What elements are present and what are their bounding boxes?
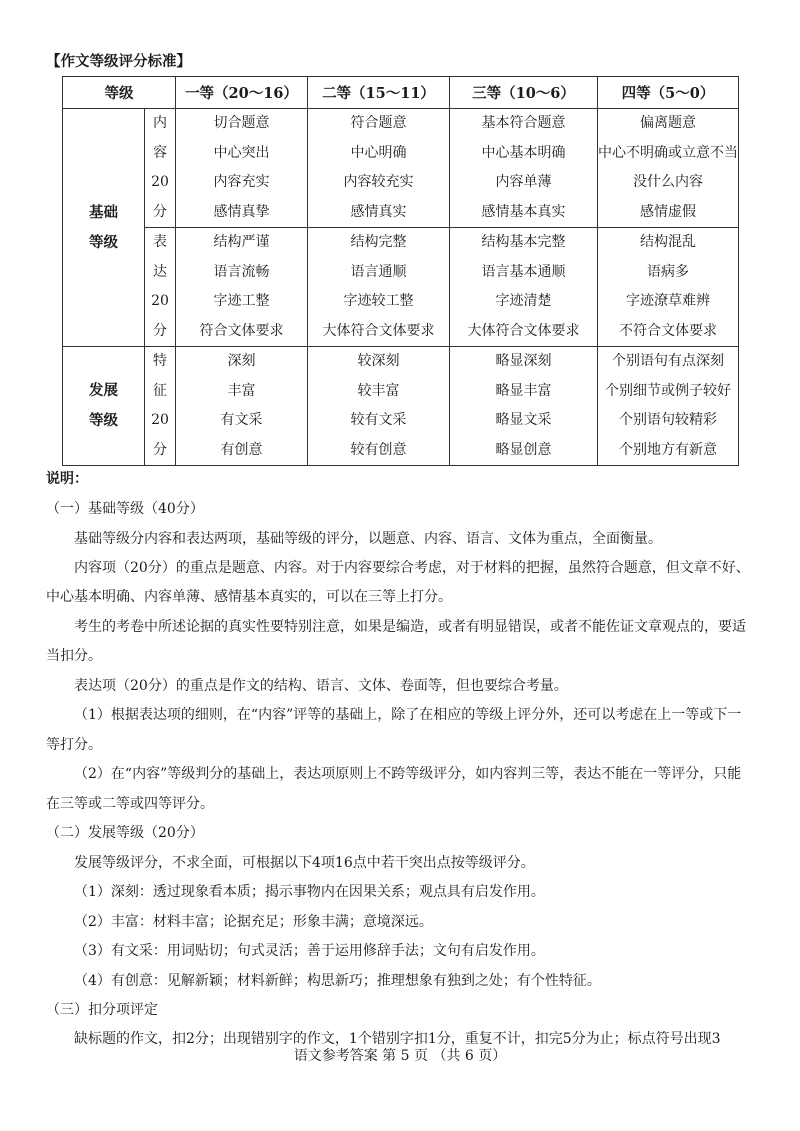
table-cell: [176, 109, 308, 228]
cell-line: 感情真挚: [213, 203, 270, 220]
header-third: 三等（10～6）: [450, 77, 598, 109]
cell-line: 符合题意: [350, 115, 407, 131]
sub-label-char: 容: [153, 144, 167, 161]
paragraph: 表达项（20分）的重点是作文的结构、语言、文体、卷面等，但也要综合考量。: [74, 678, 568, 694]
cell-line: 较丰富: [357, 382, 400, 399]
cell-line: 字迹工整: [213, 293, 270, 309]
sub-label-char: 表: [153, 234, 167, 250]
sub-label-char: 征: [153, 382, 167, 399]
header-grade: 等级: [63, 77, 176, 109]
cell-line: 中心基本明确: [481, 144, 566, 161]
cell-line: 内容较充实: [343, 174, 414, 190]
list-item: （2）丰富：材料丰富；论据充足；形象丰满；意境深远。: [74, 914, 433, 930]
sub-label-char: 分: [153, 322, 167, 339]
cell-line: 大体符合文体要求: [322, 322, 435, 339]
cell-line: 略显丰富: [495, 382, 552, 399]
table-cell: [450, 347, 598, 466]
paragraph: （2）在“内容”等级判分的基础上，表达项原则上不跨等级评分，如内容判三等，表达不能在一等评分，只能: [74, 766, 742, 782]
cell-line: 有文采: [220, 412, 263, 428]
table-cell: [598, 228, 739, 347]
sub-label-features: [145, 347, 176, 466]
table-cell: [176, 347, 308, 466]
sub-label-expression: [145, 228, 176, 347]
cell-line: 内容单薄: [495, 174, 552, 190]
page-heading: 【作文等级评分标准】: [46, 53, 191, 70]
table-cell: [598, 109, 739, 228]
cell-line: 内容充实: [213, 174, 270, 190]
cell-line: 较有创意: [350, 441, 407, 458]
table-header-row: [63, 77, 739, 109]
cell-line: 有创意: [220, 441, 263, 458]
table-cell: [176, 228, 308, 347]
cell-line: 个别地方有新意: [619, 441, 717, 458]
cell-line: 略显文采: [495, 412, 552, 428]
cell-line: 中心明确: [350, 144, 407, 161]
cell-line: 较深刻: [357, 353, 400, 369]
table-row: [63, 347, 739, 466]
cell-line: 结构严谨: [213, 234, 270, 250]
cell-line: 感情基本真实: [481, 203, 566, 220]
cell-line: 个别细节或例子较好: [605, 382, 731, 399]
cell-line: 中心突出: [213, 144, 270, 161]
table-cell: [450, 109, 598, 228]
category-basic: [63, 109, 145, 347]
table-cell: [308, 347, 450, 466]
paragraph: 当扣分。: [46, 648, 102, 664]
sub-label-char: 20: [151, 293, 169, 309]
cell-line: 结构混乱: [640, 234, 696, 250]
cell-line: 略显创意: [495, 441, 552, 458]
cell-line: 基本符合题意: [481, 115, 566, 131]
paragraph: 在三等或二等或四等评分。: [46, 796, 214, 812]
header-first: 一等（20～16）: [176, 77, 308, 109]
paragraph: 缺标题的作文，扣2分；出现错别字的作文，1个错别字扣1分，重复不计，扣完5分为止；标点符号出现3: [74, 1031, 721, 1047]
cell-line: 感情真实: [350, 203, 407, 220]
category-development-line: 发展: [89, 382, 118, 399]
notes-title: 说明：: [46, 471, 88, 487]
list-item: （4）有创意：见解新颖；材料新鲜；构思新巧；推理想象有独到之处；有个性特征。: [74, 973, 601, 989]
cell-line: 语言通顺: [350, 263, 407, 280]
section-title: （二）发展等级（20分）: [46, 825, 204, 841]
list-item: （3）有文采：用词贴切；句式灵活；善于运用修辞手法；文句有启发作用。: [74, 943, 545, 959]
cell-line: 个别语句较精彩: [619, 412, 717, 428]
section-title: （一）基础等级（40分）: [46, 501, 204, 517]
sub-label-content: [145, 109, 176, 228]
cell-line: 中心不明确或立意不当: [598, 144, 738, 161]
category-basic-line: 等级: [89, 233, 118, 251]
paragraph: 等打分。: [46, 737, 102, 753]
paragraph: 内容项（20分）的重点是题意、内容。对于内容要综合考虑，对于材料的把握，虽然符合题意，但文章不好、: [74, 560, 750, 576]
cell-line: 字迹清楚: [495, 293, 552, 309]
section-title: （三）扣分项评定: [46, 1002, 158, 1018]
table-cell: [308, 109, 450, 228]
sub-label-char: 分: [153, 441, 167, 458]
cell-line: 不符合文体要求: [619, 322, 717, 339]
header-second: 二等（15～11）: [308, 77, 450, 109]
cell-line: 切合题意: [213, 115, 270, 131]
paragraph: 基础等级分内容和表达两项，基础等级的评分，以题意、内容、语言、文体为重点，全面衡量。: [74, 531, 662, 547]
cell-line: 语言流畅: [213, 263, 270, 280]
sub-label-char: 内: [153, 115, 167, 131]
page-footer: 语文参考答案 第 5 页 （共 6 页）: [293, 1048, 507, 1064]
category-basic-line: 基础: [89, 203, 118, 221]
cell-line: 字迹潦草难辨: [626, 293, 710, 309]
cell-line: 没什么内容: [633, 174, 703, 190]
paragraph: 中心基本明确、内容单薄、感情基本真实的，可以在三等上打分。: [46, 589, 452, 605]
cell-line: 结构完整: [350, 234, 407, 250]
sub-label-char: 20: [151, 412, 169, 428]
cell-line: 深刻: [227, 353, 256, 369]
grading-table: [62, 76, 739, 466]
table-cell: [598, 347, 739, 466]
sub-label-char: 达: [153, 263, 167, 280]
table-row: [63, 228, 739, 347]
cell-line: 语病多: [647, 263, 689, 280]
table-row: [63, 109, 739, 228]
cell-line: 符合文体要求: [199, 322, 284, 339]
sub-label-char: 分: [153, 203, 167, 220]
sub-label-char: 特: [153, 353, 167, 369]
cell-line: 大体符合文体要求: [467, 322, 580, 339]
list-item: （1）深刻：透过现象看本质；揭示事物内在因果关系；观点具有启发作用。: [74, 884, 545, 900]
cell-line: 感情虚假: [640, 203, 696, 220]
cell-line: 字迹较工整: [343, 293, 414, 309]
paragraph: 考生的考卷中所述论据的真实性要特别注意，如果是编造，或者有明显错误，或者不能佐证文章观点的，要适: [74, 619, 746, 635]
paragraph: 发展等级评分，不求全面，可根据以下4项16点中若干突出点按等级评分。: [74, 855, 535, 871]
cell-line: 丰富: [227, 382, 256, 399]
table-cell: [308, 228, 450, 347]
cell-line: 较有文采: [350, 412, 407, 428]
paragraph: （1）根据表达项的细则，在“内容”评等的基础上，除了在相应的等级上评分外，还可以考虑在上一等或下一: [74, 707, 742, 723]
table-cell: [450, 228, 598, 347]
cell-line: 偏离题意: [640, 115, 696, 131]
cell-line: 略显深刻: [495, 353, 552, 369]
category-development-line: 等级: [89, 412, 118, 429]
sub-label-char: 20: [151, 174, 169, 190]
cell-line: 结构基本完整: [481, 234, 566, 250]
cell-line: 语言基本通顺: [481, 263, 566, 280]
cell-line: 个别语句有点深刻: [612, 353, 724, 369]
category-development: [63, 347, 145, 466]
header-fourth: 四等（5～0）: [598, 77, 739, 109]
